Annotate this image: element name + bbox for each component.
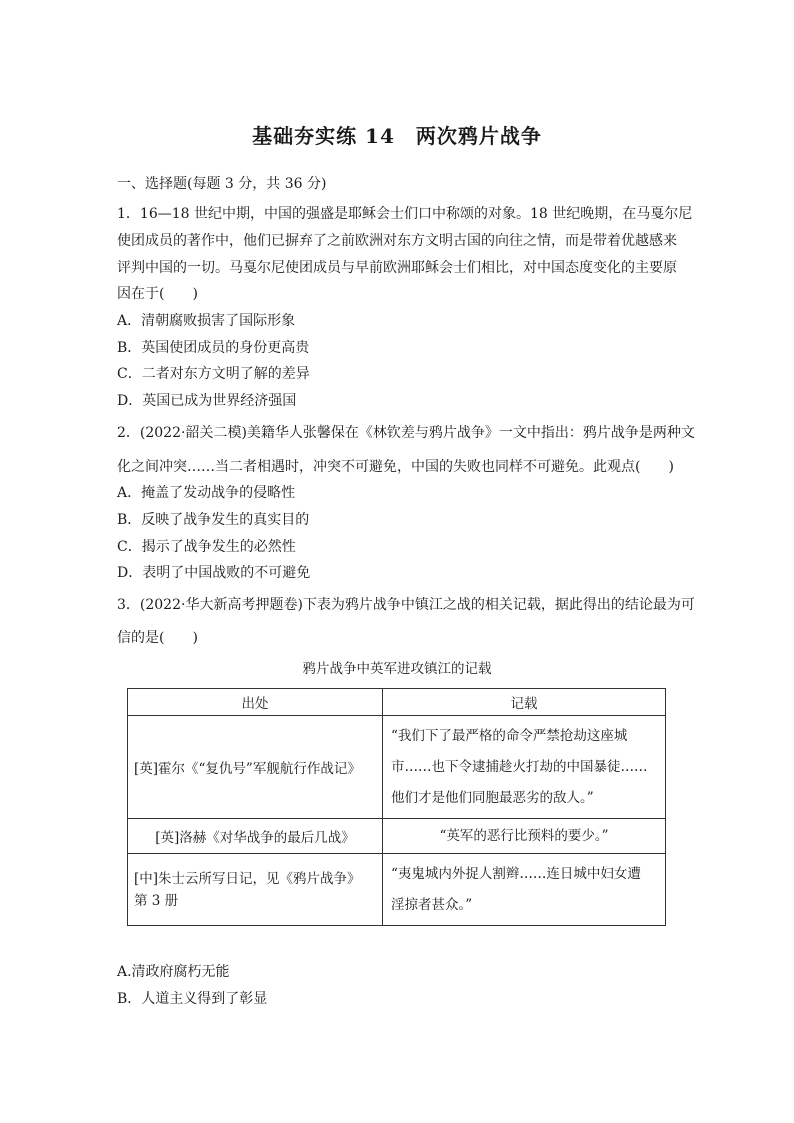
q1-option-c: C．二者对东方文明了解的差异 (117, 366, 310, 382)
record-line: “英军的恶行比预料的要少。” (439, 827, 609, 844)
q2-stem-line: 化之间冲突……当二者相遇时，冲突不可避免，中国的失败也同样不可避免。此观点( ) (117, 459, 674, 475)
section-heading: 一、选择题(每题 3 分，共 36 分) (117, 176, 327, 192)
q2-option-d: D．表明了中国战败的不可避免 (117, 565, 311, 581)
table-cell-source (128, 819, 383, 854)
source-text: [英]霍尔《“复仇号”军舰航行作战记》 (134, 761, 361, 777)
q2-stem-line: 2．(2022·韶关二模)美籍华人张馨保在《林钦差与鸦片战争》一文中指出：鸦片战争是两种文 (117, 425, 695, 441)
source-line: 第 3 册 (134, 892, 179, 909)
table-cell-record (383, 854, 666, 926)
q2-option-b: B．反映了战争发生的真实目的 (117, 512, 310, 528)
table-cell-source (128, 854, 383, 926)
q1-option-b: B．英国使团成员的身份更高贵 (117, 340, 310, 356)
q1-option-d: D．英国已成为世界经济强国 (117, 393, 297, 409)
q2-option-a: A．掩盖了发动战争的侵略性 (117, 485, 296, 501)
record-line: “夷鬼城内外捉人割辫……连日城中妇女遭 (391, 865, 641, 882)
table-cell-source (128, 716, 383, 819)
q3-option-b: B．人道主义得到了彰显 (117, 991, 268, 1007)
table-header-row (128, 689, 666, 716)
q3-stem-line: 信的是( ) (117, 630, 198, 646)
record-line: 淫掠者甚众。” (391, 896, 473, 913)
q1-stem-line: 因在于( ) (117, 286, 198, 302)
q3-option-a: A.清政府腐朽无能 (117, 964, 230, 980)
record-line: “我们下了最严格的命令严禁抢劫这座城 (391, 727, 628, 744)
q3-stem-line: 3．(2022·华大新高考押题卷)下表为鸦片战争中镇江之战的相关记载，据此得出的结论最为可 (117, 597, 695, 613)
table-header-source: 出处 (128, 689, 383, 716)
q1-option-a: A．清朝腐败损害了国际形象 (117, 313, 296, 329)
q1-stem-line: 1．16—18 世纪中期，中国的强盛是耶稣会士们口中称颂的对象。18 世纪晚期，在马戛尔尼 (117, 206, 693, 222)
table-header-record: 记载 (383, 689, 666, 716)
q2-option-c: C．揭示了战争发生的必然性 (117, 539, 296, 555)
source-line: [中]朱士云所写日记，见《鸦片战争》 (134, 870, 361, 887)
table-row (128, 819, 666, 854)
record-line: 他们才是他们同胞最恶劣的敌人。” (391, 789, 594, 806)
records-table (127, 688, 666, 926)
q1-stem-line: 使团成员的著作中，他们已摒弃了之前欧洲对东方文明古国的向往之情，而是带着优越感来 (117, 233, 677, 249)
table-cell-record (383, 716, 666, 819)
table-caption: 鸦片战争中英军进攻镇江的记载 (302, 661, 492, 677)
q1-stem-line: 评判中国的一切。马戛尔尼使团成员与早前欧洲耶稣会士们相比，对中国态度变化的主要原 (117, 260, 677, 276)
table-row (128, 854, 666, 926)
page-title: 基础夯实练 14 两次鸦片战争 (252, 124, 542, 148)
table-row (128, 716, 666, 819)
source-text: [英]洛赫《对华战争的最后几战》 (155, 830, 355, 846)
record-line: 市……也下令逮捕趁火打劫的中国暴徒…… (391, 758, 648, 775)
table-cell-record (383, 819, 666, 854)
